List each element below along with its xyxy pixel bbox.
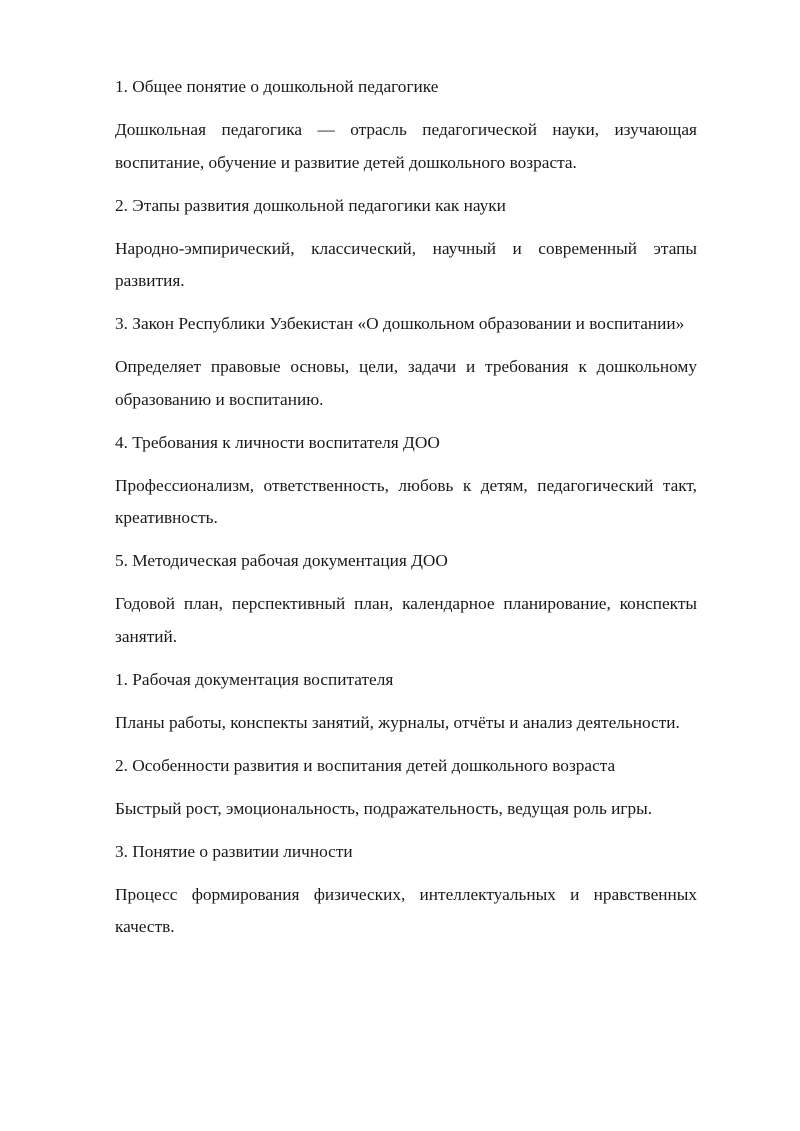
section-heading: 1. Рабочая документация воспитателя [115, 669, 394, 689]
document-body [115, 71, 697, 954]
section-heading: 3. Понятие о развитии личности [115, 841, 353, 861]
section-text: Годовой план, перспективный план, календарное планирование, конспекты занятий. [115, 594, 697, 646]
section-heading: 1. Общее понятие о дошкольной педагогике [115, 77, 439, 96]
section-heading: 5. Методическая рабочая документация ДОО [115, 551, 448, 570]
section-text: Планы работы, конспекты занятий, журналы, отчёты и анализ деятельности. [115, 712, 680, 732]
section-text: Процесс формирования физических, интеллектуальных и нравственных качеств. [115, 884, 697, 936]
section-heading: 2. Этапы развития дошкольной педагогики как науки [115, 195, 506, 215]
section-heading: 3. Закон Республики Узбекистан «О дошкольном образовании и воспитании» [115, 314, 685, 333]
section-text: Профессионализм, ответственность, любовь к детям, педагогический такт, креативность. [115, 475, 697, 527]
section-text: Народно-эмпирический, классический, научный и современный этапы развития. [115, 238, 697, 290]
section-heading: 2. Особенности развития и воспитания детей дошкольного возраста [115, 755, 616, 775]
section-text: Дошкольная педагогика — отрасль педагогической науки, изучающая воспитание, обучение и развитие детей дошкольного возраста. [115, 120, 697, 172]
section-text: Определяет правовые основы, цели, задачи и требования к дошкольному образованию и воспитанию. [115, 357, 697, 409]
section-heading: 4. Требования к личности воспитателя ДОО [115, 432, 440, 452]
section-text: Быстрый рост, эмоциональность, подражательность, ведущая роль игры. [115, 798, 653, 818]
